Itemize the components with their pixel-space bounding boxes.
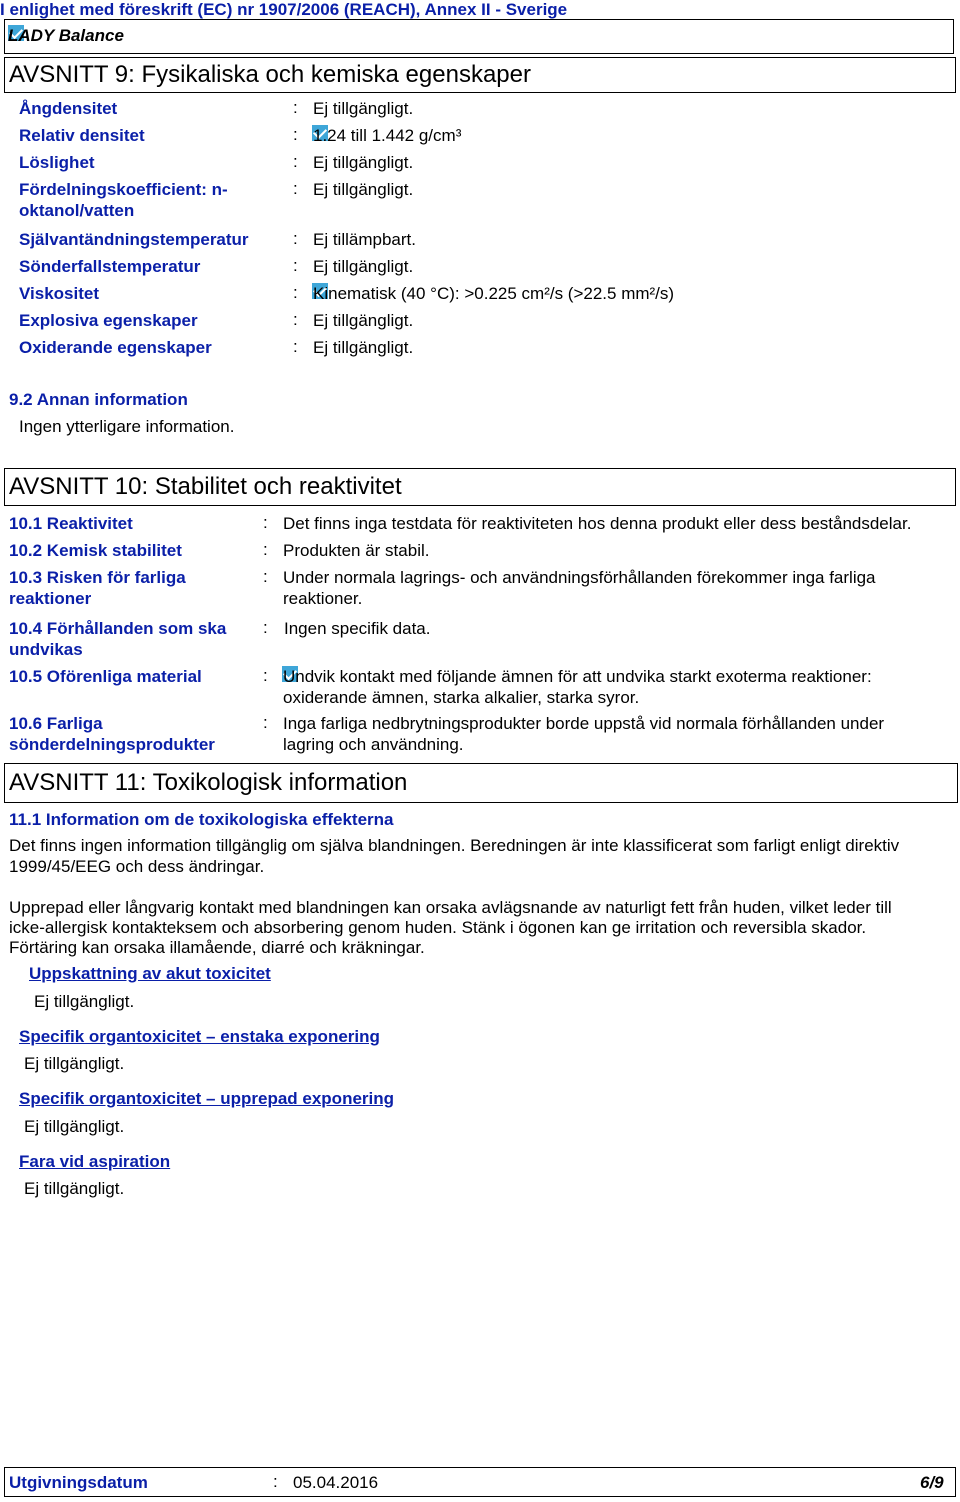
paragraph-line: 1999/45/EEG och dess ändringar. — [9, 857, 265, 876]
prop-value: Kinematisk (40 °C): >0.225 cm²/s (>22.5 mm²/s) — [313, 284, 675, 303]
item-value-cont: oxiderande ämnen, starka alkalier, starka syror. — [283, 688, 640, 707]
paragraph-line: Förtäring kan orsaka illamående, diarré och kräkningar. — [9, 938, 425, 957]
subsection-text: Ingen ytterligare information. — [19, 417, 235, 436]
item-label: 10.6 Farliga — [9, 714, 103, 733]
footer-label: Utgivningsdatum — [9, 1473, 148, 1492]
colon: : — [263, 713, 268, 732]
prop-label: Löslighet — [19, 153, 95, 172]
prop-label: Sönderfallstemperatur — [19, 257, 201, 276]
footer-date: 05.04.2016 — [293, 1473, 379, 1492]
item-label-cont: undvikas — [9, 640, 83, 659]
item-value-cont: reaktioner. — [283, 589, 363, 608]
tox-value: Ej tillgängligt. — [24, 1179, 125, 1198]
section11-title: AVSNITT 11: Toxikologisk information — [9, 769, 408, 796]
prop-label-cont: oktanol/vatten — [19, 201, 135, 220]
paragraph-line: icke-allergisk kontakteksem och absorbering genom huden. Stänk i ögonen kan ge irritation och reversibla skador. — [9, 918, 867, 937]
colon: : — [263, 540, 268, 559]
item-value: Undvik kontakt med följande ämnen för att undvika starkt exoterma reaktioner: — [283, 667, 872, 686]
item-label: 10.3 Risken för farliga — [9, 568, 186, 587]
item-label: 10.4 Förhållanden som ska — [9, 619, 227, 638]
page-number: 6/9 — [920, 1473, 944, 1492]
colon: : — [293, 337, 298, 356]
item-value: Produkten är stabil. — [283, 541, 430, 560]
colon: : — [263, 666, 268, 685]
section9-title: AVSNITT 9: Fysikaliska och kemiska egenskaper — [9, 61, 531, 88]
item-label: 10.1 Reaktivitet — [9, 514, 133, 533]
tox-heading: Specifik organtoxicitet – enstaka exponering — [19, 1027, 380, 1046]
prop-label: Fördelningskoefficient: n- — [19, 180, 228, 199]
item-value: Det finns inga testdata för reaktiviteten hos denna produkt eller dess beståndsdelar. — [283, 514, 912, 533]
colon: : — [263, 513, 268, 532]
product-box — [4, 19, 954, 54]
prop-value: Ej tillgängligt. — [313, 311, 414, 330]
tox-heading: Specifik organtoxicitet – upprepad exponering — [19, 1089, 395, 1108]
tox-value: Ej tillgängligt. — [24, 1117, 125, 1136]
subsection-title: 9.2 Annan information — [9, 390, 188, 409]
prop-label: Relativ densitet — [19, 126, 145, 145]
colon: : — [273, 1472, 278, 1491]
tox-heading: Fara vid aspiration — [19, 1152, 171, 1171]
prop-label: Explosiva egenskaper — [19, 311, 198, 330]
prop-value: Ej tillgängligt. — [313, 338, 414, 357]
paragraph-line: Upprepad eller långvarig kontakt med blandningen kan orsaka avlägsnande av naturligt fett från huden, vilket leder till — [9, 898, 892, 917]
prop-value: Ej tillämpbart. — [313, 230, 416, 249]
item-label-cont: sönderdelningsprodukter — [9, 735, 215, 754]
colon: : — [263, 618, 268, 637]
tox-heading: Uppskattning av akut toxicitet — [29, 964, 271, 983]
colon: : — [293, 98, 298, 117]
colon: : — [293, 310, 298, 329]
paragraph-line: Det finns ingen information tillgänglig om själva blandningen. Beredningen är inte klassificerat som farligt enligt direktiv — [9, 836, 900, 855]
tox-value: Ej tillgängligt. — [24, 1054, 125, 1073]
prop-value: Ej tillgängligt. — [313, 257, 414, 276]
colon: : — [263, 567, 268, 586]
colon: : — [293, 229, 298, 248]
regulation-header: I enlighet med föreskrift (EC) nr 1907/2006 (REACH), Annex II - Sverige — [0, 0, 568, 19]
colon: : — [293, 283, 298, 302]
item-value: Under normala lagrings- och användningsförhållanden förekommer inga farliga — [283, 568, 876, 587]
prop-value: 1.24 till 1.442 g/cm³ — [313, 126, 462, 145]
prop-label: Självantändningstemperatur — [19, 230, 249, 249]
item-label: 10.5 Oförenliga material — [9, 667, 202, 686]
subsection-title: 11.1 Information om de toxikologiska effekterna — [9, 810, 394, 829]
product-name: LADY Balance — [8, 26, 124, 45]
prop-value: Ej tillgängligt. — [313, 153, 414, 172]
prop-value: Ej tillgängligt. — [313, 99, 414, 118]
colon: : — [293, 125, 298, 144]
section10-title: AVSNITT 10: Stabilitet och reaktivitet — [9, 473, 402, 500]
prop-value: Ej tillgängligt. — [313, 180, 414, 199]
item-label: 10.2 Kemisk stabilitet — [9, 541, 182, 560]
colon: : — [293, 256, 298, 275]
prop-label: Oxiderande egenskaper — [19, 338, 212, 357]
prop-label: Viskositet — [19, 284, 100, 303]
item-value-cont: lagring och användning. — [283, 735, 464, 754]
colon: : — [293, 179, 298, 198]
item-value: Inga farliga nedbrytningsprodukter borde uppstå vid normala förhållanden under — [283, 714, 885, 733]
tox-value: Ej tillgängligt. — [34, 992, 135, 1011]
item-label-cont: reaktioner — [9, 589, 92, 608]
item-value: Ingen specifik data. — [284, 619, 431, 638]
colon: : — [293, 152, 298, 171]
prop-label: Ångdensitet — [19, 99, 118, 118]
